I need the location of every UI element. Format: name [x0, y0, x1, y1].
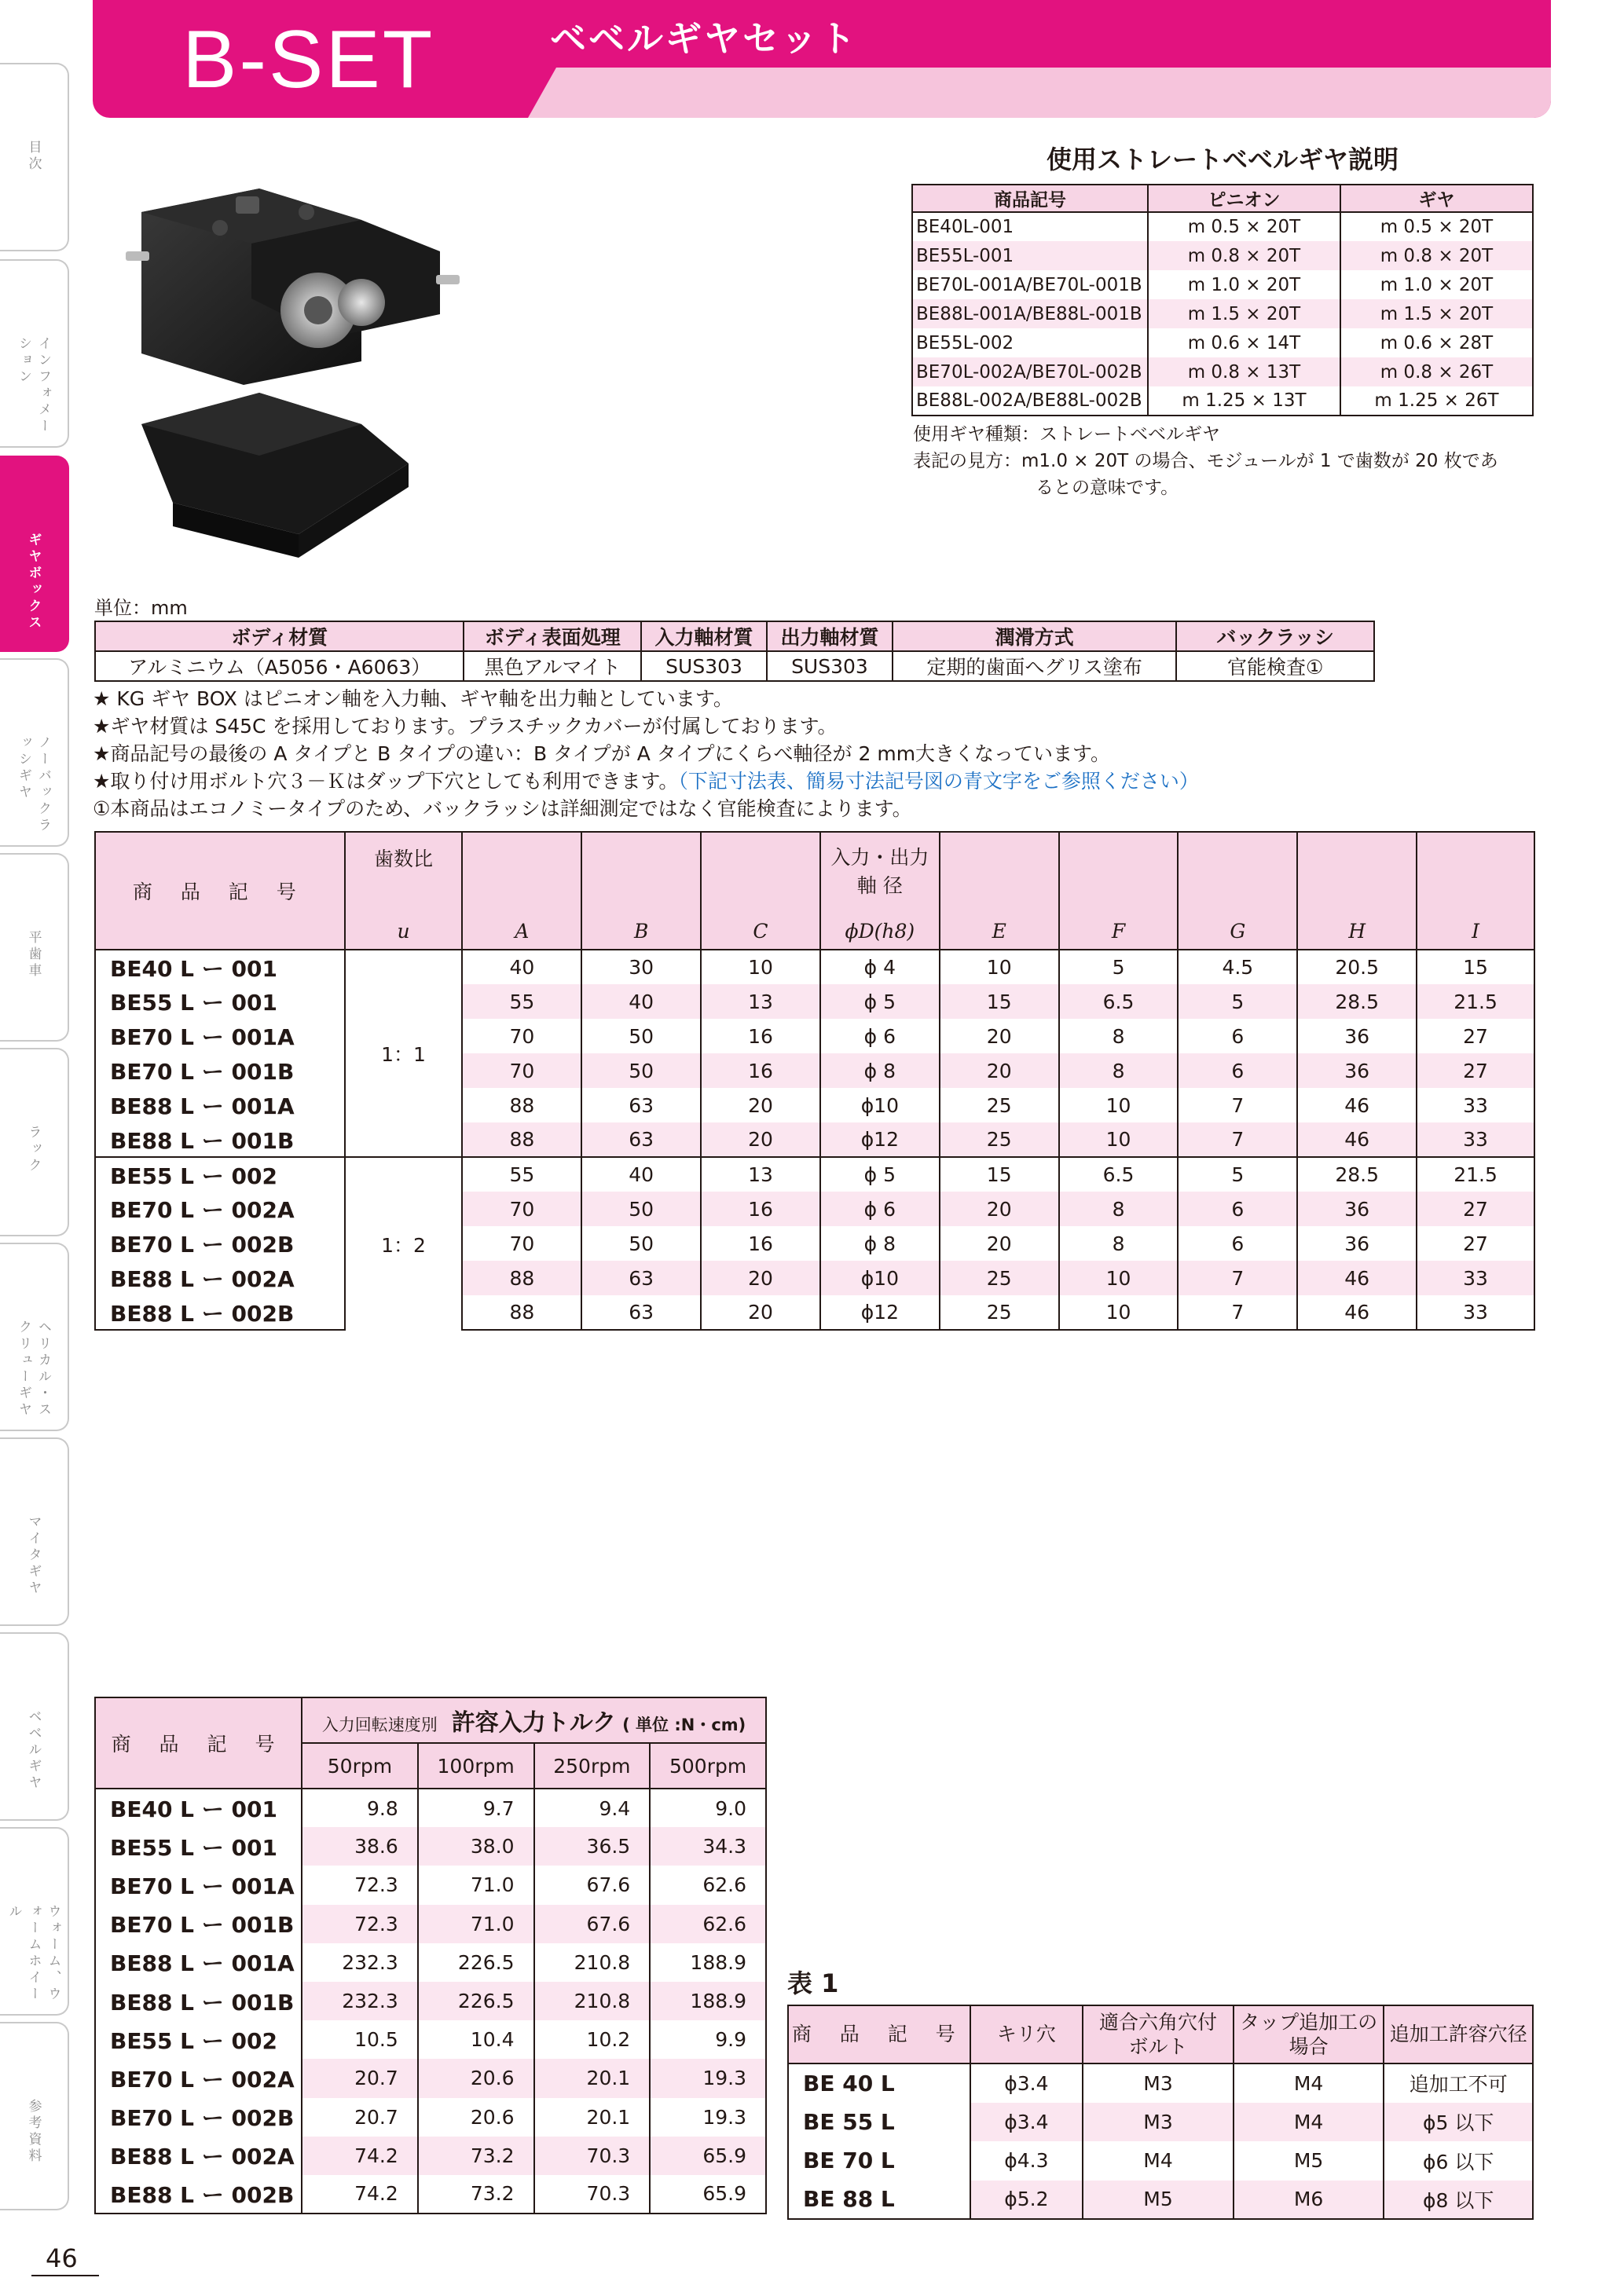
table-row: BE70 L ー 002B 70 50 16 ϕ 8 20 8 6 36 27: [95, 1226, 1534, 1261]
table-row: BE88L-001A/BE88L-001B m 1.5 × 20T m 1.5 × 20T: [912, 299, 1533, 328]
table-row: BE88 L ー 002A 88 63 20 ϕ10 25 10 7 46 33: [95, 1261, 1534, 1295]
materials-table: [94, 621, 1375, 682]
column-header: 入力軸材質: [641, 621, 767, 651]
ratio-cell: 1：1: [345, 950, 463, 1157]
column-header-code: 商 品 記 号: [95, 832, 345, 950]
table-row: BE55 L ー 001 38.6 38.0 36.5 34.3: [95, 1827, 766, 1866]
reference-link-text[interactable]: （下記寸法表、簡易寸法記号図の青文字をご参照ください）: [678, 770, 1199, 793]
table1-label: 表 1: [787, 1968, 839, 1998]
tab-reference[interactable]: 参考資料: [0, 2022, 69, 2210]
tab-information[interactable]: インフォメーション: [0, 259, 69, 448]
gear-type-note: 使用ギヤ種類：ストレートベベルギヤ: [913, 424, 1220, 445]
column-header: 50rpm: [302, 1743, 418, 1789]
table-row: BE 88 L ϕ5.2 M5 M6 ϕ8 以下: [788, 2181, 1533, 2220]
torque-table: [94, 1697, 767, 2214]
column-header: キリ穴: [970, 2005, 1083, 2063]
ratio-cell: 1：2: [345, 1157, 463, 1330]
note-line: ①本商品はエコノミータイプのため、バックラッシは詳細測定ではなく官能検査によります。: [93, 797, 912, 820]
tab-spur-gear[interactable]: 平歯車: [0, 853, 69, 1042]
column-header-shaft: 入力・出力 軸 径 ϕD(h8): [820, 832, 940, 950]
column-header: 500rpm: [650, 1743, 766, 1789]
table-row: BE55L-001 m 0.8 × 20T m 0.8 × 20T: [912, 241, 1533, 270]
column-header-code: 商 品 記 号: [788, 2005, 970, 2063]
table-row: BE88 L ー 001A 232.3 226.5 210.8 188.9: [95, 1943, 766, 1982]
column-header: ピニオン: [1148, 185, 1340, 212]
column-header-G: G: [1178, 832, 1297, 950]
note-line: ★商品記号の最後の A タイプと B タイプの違い：B タイプが A タイプにくらべ軸径が 2 mm大きくなっています。: [93, 742, 1111, 765]
column-header-H: H: [1297, 832, 1417, 950]
table-row: BE70L-001A/BE70L-001B m 1.0 × 20T m 1.0 × 20T: [912, 270, 1533, 299]
note-line: ★ KG ギヤ BOX はピニオン軸を入力軸、ギヤ軸を出力軸としています。: [93, 687, 733, 710]
table-row: BE55 L ー 002 1：2 55 40 13 ϕ 5 15 6.5 5 28.5 21.5: [95, 1157, 1534, 1192]
page-number: 46: [46, 2243, 78, 2273]
column-header-B: B: [581, 832, 701, 950]
tab-gearbox[interactable]: ギヤボックス: [0, 456, 69, 652]
table-row: BE70 L ー 001A 70 50 16 ϕ 6 20 8 6 36 27: [95, 1019, 1534, 1053]
table-row: BE 70 L ϕ4.3 M4 M5 ϕ6 以下: [788, 2141, 1533, 2181]
table-row: BE70 L ー 002B 20.7 20.6 20.1 19.3: [95, 2098, 766, 2137]
header-subtitle-band: [528, 68, 1551, 118]
column-header-I: I: [1417, 832, 1534, 950]
table-row: BE55 L ー 002 10.5 10.4 10.2 9.9: [95, 2020, 766, 2059]
torque-title: 入力回転速度別 許容入力トルク ( 単位 :N・cm): [302, 1697, 766, 1743]
column-header: 追加工許容穴径: [1384, 2005, 1533, 2063]
table-row: BE88 L ー 001B 232.3 226.5 210.8 188.9: [95, 1982, 766, 2020]
table-row: BE88 L ー 001B 88 63 20 ϕ12 25 10 7 46 33: [95, 1122, 1534, 1157]
tab-worm-gear[interactable]: ウォーム、ウォームホイール: [0, 1827, 69, 2016]
column-header-code: 商 品 記 号: [95, 1697, 302, 1789]
column-header: 商品記号: [912, 185, 1148, 212]
table-row: BE70L-002A/BE70L-002B m 0.8 × 13T m 0.8 × 26T: [912, 357, 1533, 386]
table-row: BE40 L ー 001 1：1 40 30 10 ϕ 4 10 5 4.5 20.5 15: [95, 950, 1534, 984]
note-line: ★取り付け用ボルト穴３－Ｋはダップ下穴としても利用できます。（下記寸法表、簡易寸法記号図の青文字をご参照ください）: [93, 770, 1199, 793]
column-header-ratio: 歯数比 u: [345, 832, 463, 950]
table-row: BE 55 L ϕ3.4 M3 M4 ϕ5 以下: [788, 2103, 1533, 2142]
tab-contents[interactable]: 目次: [0, 63, 69, 251]
column-header: バックラッシ: [1176, 621, 1374, 651]
table-row: BE70 L ー 001B 72.3 71.0 67.6 62.6: [95, 1905, 766, 1943]
gear-info-title: 使用ストレートベベルギヤ説明: [1046, 145, 1399, 174]
notation-note: 表記の見方：m1.0 × 20T の場合、モジュールが 1 で歯数が 20 枚であ: [913, 451, 1498, 471]
table-row: BE55L-002 m 0.6 × 14T m 0.6 × 28T: [912, 328, 1533, 357]
column-header: ギヤ: [1340, 185, 1533, 212]
table-row: BE40L-001 m 0.5 × 20T m 0.5 × 20T: [912, 212, 1533, 241]
notation-note-cont: るとの意味です。: [1036, 478, 1179, 498]
table-row: BE70 L ー 002A 70 50 16 ϕ 6 20 8 6 36 27: [95, 1192, 1534, 1226]
unit-label: 単位：mm: [94, 597, 188, 619]
table-row: BE88 L ー 001A 88 63 20 ϕ10 25 10 7 46 33: [95, 1088, 1534, 1122]
table-row: BE88 L ー 002B 88 63 20 ϕ12 25 10 7 46 33: [95, 1295, 1534, 1330]
gear-info-table: [911, 184, 1534, 416]
tab-no-backlash-gear[interactable]: ノーバックラッシギヤ: [0, 658, 69, 847]
column-header: 250rpm: [534, 1743, 651, 1789]
tab-bevel-gear[interactable]: ベベルギヤ: [0, 1632, 69, 1821]
column-header: タップ追加工の 場合: [1234, 2005, 1384, 2063]
table-row: BE88L-002A/BE88L-002B m 1.25 × 13T m 1.25 × 26T: [912, 386, 1533, 416]
table-row: BE70 L ー 001A 72.3 71.0 67.6 62.6: [95, 1866, 766, 1904]
column-header-C: C: [701, 832, 820, 950]
note-line: ★ギヤ材質は S45C を採用しております。プラスチックカバーが付属しております。: [93, 715, 838, 738]
column-header: 潤滑方式: [893, 621, 1176, 651]
table-row: アルミニウム（A5056・A6063） 黒色アルマイト SUS303 SUS303 定期的歯面へグリス塗布 官能検査①: [95, 651, 1374, 681]
column-header: 適合六角穴付 ボルト: [1083, 2005, 1234, 2063]
table-row: BE70 L ー 001B 70 50 16 ϕ 8 20 8 6 36 27: [95, 1053, 1534, 1088]
table-row: BE88 L ー 002B 74.2 73.2 70.3 65.9: [95, 2175, 766, 2214]
notes-block: [93, 685, 1199, 822]
column-header-A: A: [462, 832, 581, 950]
table-row: BE 40 L ϕ3.4 M3 M4 追加工不可: [788, 2063, 1533, 2103]
tab-rack[interactable]: ラック: [0, 1048, 69, 1236]
column-header-F: F: [1059, 832, 1179, 950]
column-header: 出力軸材質: [767, 621, 893, 651]
page-number-rule: [31, 2275, 99, 2276]
table-row: BE70 L ー 002A 20.7 20.6 20.1 19.3: [95, 2059, 766, 2097]
table-row: BE88 L ー 002A 74.2 73.2 70.3 65.9: [95, 2137, 766, 2175]
table-row: BE55 L ー 001 55 40 13 ϕ 5 15 6.5 5 28.5 21.5: [95, 984, 1534, 1019]
column-header: 100rpm: [418, 1743, 534, 1789]
bolt-hole-table: [787, 2005, 1534, 2220]
column-header: ボディ表面処理: [464, 621, 641, 651]
column-header: ボディ材質: [95, 621, 464, 651]
product-subtitle: ベベルギヤセット: [550, 17, 858, 60]
tab-miter-gear[interactable]: マイタギヤ: [0, 1437, 69, 1626]
dimension-table: [94, 831, 1535, 1331]
product-code-title: B-SET: [182, 14, 435, 105]
tab-helical-screw-gear[interactable]: ヘリカル・スクリューギヤ: [0, 1243, 69, 1431]
table-row: BE40 L ー 001 9.8 9.7 9.4 9.0: [95, 1789, 766, 1827]
column-header-E: E: [940, 832, 1059, 950]
product-photo: [126, 165, 566, 566]
